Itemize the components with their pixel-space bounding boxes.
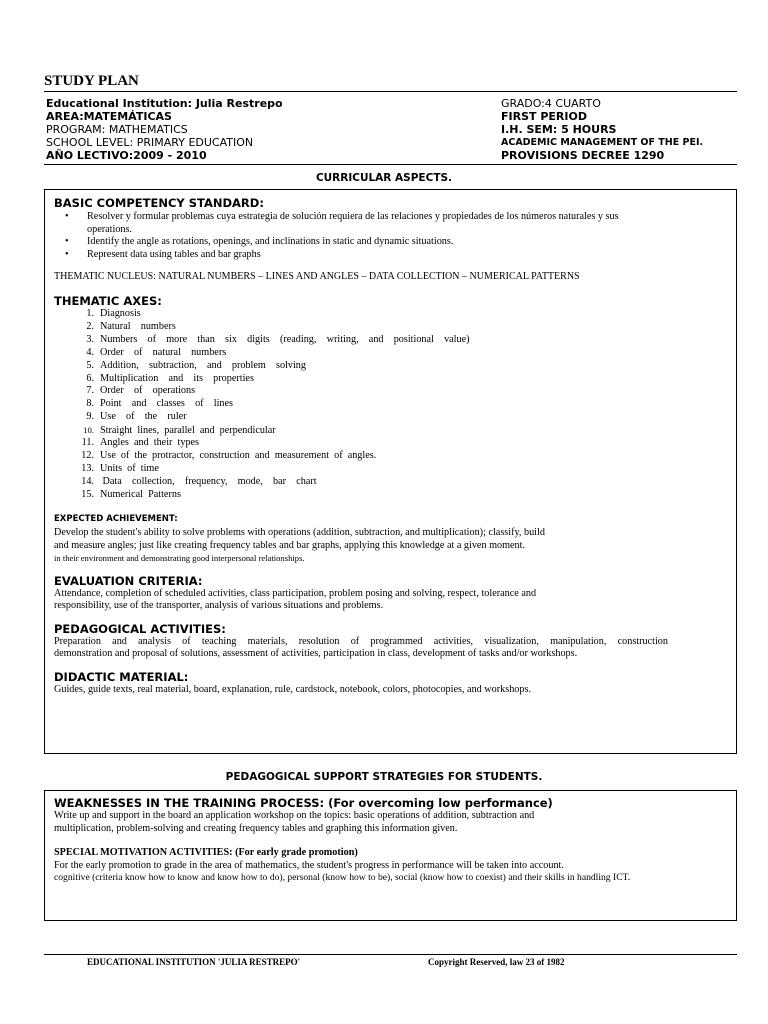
header-right: [501, 97, 703, 162]
footer-rule: [44, 954, 737, 955]
header-left: [46, 97, 283, 162]
axis-item: 11. Angles and their types: [81, 437, 200, 449]
motivation-line: For the early promotion to grade in the area of mathematics, the student's progress in performance will be taken into account.: [54, 859, 564, 871]
competency-item: • Resolver y formular problemas cuya estrategia de solución requiera de las relaciones y propiedades de los números naturales y sus operations.: [54, 211, 679, 236]
axis-item: 5. Addition, subtraction, and problem solving: [86, 359, 306, 371]
didactic-text: Guides, guide texts, real material, board, explanation, rule, cardstock, notebook, colors, photocopies, and workshops.: [54, 683, 531, 695]
school-level-label: SCHOOL LEVEL: PRIMARY EDUCATION: [46, 136, 254, 149]
pedagogical-line: demonstration and proposal of solutions, assessment of activities, participation in class, development of tasks and/or workshops.: [54, 648, 578, 660]
footer-copyright: Copyright Reserved, law 23 of 1982: [428, 957, 565, 967]
title-rule: [44, 91, 737, 92]
page-title: STUDY PLAN: [44, 73, 139, 89]
weakness-heading: WEAKNESSES IN THE TRAINING PROCESS: (For overcoming low performance): [54, 796, 553, 810]
competency-item: • Represent data using tables and bar graphs: [54, 249, 679, 262]
evaluation-heading: EVALUATION CRITERIA:: [54, 573, 203, 588]
axis-item: 9. Use of the ruler: [86, 411, 187, 423]
period-label: FIRST PERIOD: [501, 110, 587, 123]
header-rule: [44, 164, 737, 165]
axis-item: 2. Natural numbers: [86, 321, 176, 332]
thematic-axes-list: [54, 308, 679, 501]
curricular-section-title: CURRICULAR ASPECTS.: [315, 172, 453, 184]
curricular-box: [44, 189, 737, 754]
competency-heading: BASIC COMPETENCY STANDARD:: [54, 196, 264, 210]
evaluation-line: responsibility, use of the transporter, analysis of various situations and problems.: [54, 600, 384, 612]
axis-item: 13. Units of time: [81, 462, 159, 474]
achievement-line: and measure angles; just like creating frequency tables and bar graphs, applying this knowledge at a given moment.: [54, 539, 526, 551]
axis-item: 10. Straight lines, parallel and perpendicular: [83, 424, 276, 436]
pedagogical-line: Preparation and analysis of teaching materials, resolution of programmed activities, visualization, manipulation, construction: [54, 635, 668, 647]
weakness-line: multiplication, problem-solving and creating frequency tables and graphing this information given.: [54, 822, 458, 834]
evaluation-line: Attendance, completion of scheduled activities, class participation, problem posing and solving, respect, tolerance and: [54, 587, 537, 599]
program-label: PROGRAM: MATHEMATICS: [46, 123, 188, 136]
support-box: [44, 790, 737, 921]
area-label: AREA:MATEMÁTICAS: [46, 110, 172, 123]
management-label: ACADEMIC MANAGEMENT OF THE PEI.: [501, 137, 704, 148]
axis-item: 8. Point and classes of lines: [86, 398, 233, 410]
institution-label: Educational Institution: Julia Restrepo: [46, 97, 283, 110]
footer-institution: EDUCATIONAL INSTITUTION 'JULIA RESTREPO': [87, 957, 301, 967]
axis-item: 7. Order of operations: [86, 385, 196, 397]
weakness-line: Write up and support in the board an application workshop on the topics: basic operations of addition, subtraction and: [54, 810, 535, 821]
pedagogical-heading: PEDAGOGICAL ACTIVITIES:: [54, 621, 226, 636]
decree-label: PROVISIONS DECREE 1290: [501, 149, 665, 162]
axis-item: 14. Data collection, frequency, mode, bar chart: [81, 475, 317, 487]
motivation-heading: SPECIAL MOTIVATION ACTIVITIES: (For early grade promotion): [54, 847, 358, 859]
achievement-line: Develop the student's ability to solve problems with operations (addition, subtraction, and multiplication); classify, build: [54, 527, 545, 539]
axis-item: 6. Multiplication and its properties: [86, 372, 254, 384]
achievement-heading: EXPECTED ACHIEVEMENT:: [54, 514, 178, 525]
grade-label: GRADO:4 CUARTO: [501, 97, 601, 110]
axis-item: 12. Use of the protractor, construction and measurement of angles.: [81, 449, 377, 461]
axis-item: 1. Diagnosis: [86, 308, 141, 320]
hours-label: I.H. SEM: 5 HOURS: [501, 123, 617, 136]
motivation-line: cognitive (criteria know how to know and know how to do), personal (know how to be), social (know how to coexist) and their skills in handling ICT.: [54, 872, 631, 884]
axis-item: 3. Numbers of more than six digits (reading, writing, and positional value): [86, 333, 470, 345]
didactic-heading: DIDACTIC MATERIAL:: [54, 669, 189, 684]
axis-item: 15. Numerical Patterns: [81, 488, 181, 500]
school-year-label: AÑO LECTIVO:2009 - 2010: [46, 149, 207, 162]
axes-heading: THEMATIC AXES:: [54, 293, 162, 308]
competency-item: • Identify the angle as rotations, openings, and inclinations in static and dynamic situations.: [54, 236, 679, 249]
axis-item: 4. Order of natural numbers: [86, 346, 227, 358]
thematic-nucleus: THEMATIC NUCLEUS: NATURAL NUMBERS – LINES AND ANGLES – DATA COLLECTION – NUMERICAL PATTERNS: [54, 271, 580, 283]
achievement-line: in their environment and demonstrating good interpersonal relationships.: [54, 552, 305, 563]
competency-list: [54, 211, 679, 261]
support-section-title: PEDAGOGICAL SUPPORT STRATEGIES FOR STUDENTS.: [225, 771, 543, 783]
